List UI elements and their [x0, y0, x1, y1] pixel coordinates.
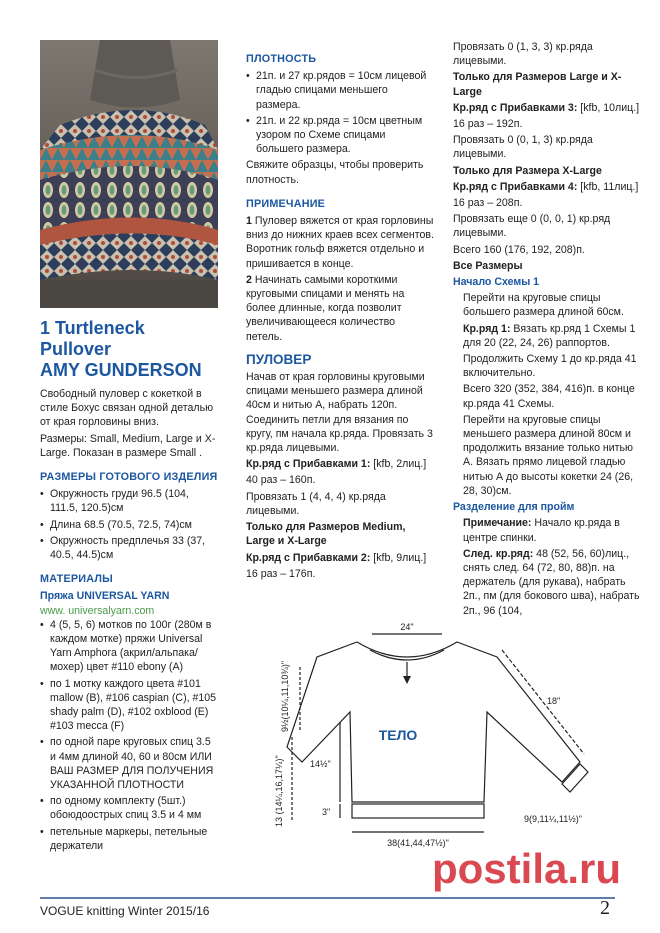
knit-rows-1: Провязать 1 (4, 4, 4) кр.ряда лицевыми.	[246, 490, 386, 517]
sweater-photo	[40, 40, 218, 308]
note-label: Примечание:	[463, 517, 532, 530]
sizes-lx: Только для Размеров Large и X-Large	[453, 71, 622, 98]
increase-round-1	[246, 457, 434, 471]
round-label: Кр.ряд с Прибавками 1:	[246, 458, 371, 471]
column-3	[453, 40, 643, 620]
gauge-note: Свяжите образцы, чтобы проверить плотность.	[246, 159, 424, 186]
pattern-intro: Свободный пуловер с кокеткой в стиле Бохус связан одной деталью от края горловины вниз.	[40, 388, 214, 429]
list-item: • по одному комплекту (5шт.) обоюдоострых спиц 3.5 и 4 мм	[40, 794, 218, 822]
gauge-list	[246, 69, 434, 156]
finished-measurements-heading: РАЗМЕРЫ ГОТОВОГО ИЗДЕЛИЯ	[40, 471, 218, 484]
armhole-label: 13 (14¼,16,17¼)"	[274, 755, 284, 827]
postila-watermark	[432, 838, 632, 898]
increase-round-2	[246, 551, 434, 565]
armhole-note	[453, 516, 643, 544]
round-text: 48 (52, 56, 60)лиц., снять след. 64 (72, 80, 88)п. на держатель (для рукава), набрать 2п., пм (для бокового шва), набрать 2п., 96 (104,	[463, 547, 640, 617]
pullover-heading: ПУЛОВЕР	[246, 351, 312, 367]
round-text: [kfb, 9лиц.]	[370, 551, 427, 564]
side-length-label: 14½"	[310, 759, 331, 769]
increase-count-1: 40 раз – 160п.	[246, 474, 316, 487]
body-outline	[287, 642, 580, 802]
chart-text-1: Перейти на круговые спицы большего размера длиной 60см.	[463, 292, 624, 319]
knit-rows-2: Провязать 0 (1, 3, 3) кр.ряда лицевыми.	[453, 41, 593, 68]
list-item: • Длина 68.5 (70.5, 72.5, 74)см	[40, 518, 218, 532]
round-label: След. кр.ряд:	[463, 547, 534, 560]
sleeve-length-label: 18"	[547, 696, 561, 706]
round-label: Кр.ряд с Прибавками 3:	[453, 101, 578, 114]
all-sizes: Все Размеры	[453, 259, 523, 272]
sizes-mlx: Только для Размеров Medium, Large и X-Large	[246, 521, 406, 548]
page-number: 2	[600, 897, 610, 919]
chart-start-heading: Начало Схемы 1	[453, 276, 540, 289]
increase-count-4: 16 раз – 208п.	[453, 197, 523, 210]
round-label: Кр.ряд с Прибавками 2:	[246, 551, 371, 564]
increase-count-3: 16 раз – 192п.	[453, 118, 523, 131]
column-2	[246, 52, 434, 583]
round-text: [kfb, 10лиц.]	[577, 101, 640, 114]
cuff-width-label: 9(9,11¼,11½)"	[524, 814, 582, 824]
note-2	[246, 273, 434, 344]
yarn-url[interactable]: www. universalyarn.com	[40, 604, 155, 617]
pullover-text: Начав от края горловины круговыми спицами меньшего размера длиной 40см и нитью А, набрать 120п. Соединить петли для вязания по кругу, пм начала кр.ряда. Провязать 3 кр.ряда лицевыми.	[246, 371, 433, 455]
yoke-depth-label: 9½(10¼,11,10¾)"	[280, 660, 290, 732]
materials-heading: МАТЕРИАЛЫ	[40, 573, 113, 586]
continue-text: Продолжить Схему 1 до кр.ряда 41 включительно.	[463, 353, 637, 380]
note-1	[246, 214, 434, 271]
total-stitches-2: Всего 320 (352, 384, 416)п. в конце кр.ряда 41 Схемы.	[463, 383, 635, 410]
sleeve-dimension-line	[502, 650, 584, 754]
body-width-label: 38(41,44,47½)"	[387, 838, 449, 848]
sizes-x: Только для Размера X-Large	[453, 164, 602, 177]
ribbing-label: 3"	[322, 807, 331, 817]
publication-name: VOGUE knitting Winter 2015/16	[40, 904, 210, 918]
gauge-heading: ПЛОТНОСТЬ	[246, 53, 317, 65]
note-text: Начинать самыми короткими круговыми спицами и менять на более длинные, когда позволит увеличивающееся количество петель.	[246, 273, 405, 343]
materials-list	[40, 618, 218, 853]
round-label: Кр.ряд 1:	[463, 322, 511, 335]
list-item: • по 1 мотку каждого цвета #101 mallow (B), #106 caspian (C), #105 shady palm (D), #102 oxblood (E) #103 mecca (F)	[40, 677, 218, 734]
designer-name: AMY GUNDERSON	[40, 360, 202, 380]
round-label: Кр.ряд с Прибавками 4:	[453, 180, 578, 193]
chart-round-1	[453, 322, 643, 350]
note-number: 2	[246, 273, 252, 286]
yarn-heading: Пряжа UNIVERSAL YARN	[40, 590, 170, 603]
next-round	[453, 547, 643, 618]
knit-rows-4: Провязать еще 0 (0, 0, 1) кр.ряд лицевыми.	[453, 213, 611, 240]
body-label: ТЕЛО	[378, 727, 418, 743]
knit-rows-3: Провязать 0 (0, 1, 3) кр.ряда лицевыми.	[453, 134, 593, 161]
round-text: [kfb, 2лиц.]	[370, 458, 427, 471]
note-text: Пуловер вяжется от края горловины вниз до нижних краев всех сегментов. Воротник гольф вяжется отдельно и пришивается в конце.	[246, 215, 434, 270]
increase-round-4	[453, 180, 643, 194]
list-item: • 21п. и 27 кр.рядов = 10см лицевой гладью спицами меньшего размера.	[246, 69, 434, 112]
ribbing-outline	[352, 804, 484, 818]
footer-divider	[40, 897, 615, 899]
armhole-heading: Разделение для пройм	[453, 501, 575, 514]
sizes-line: Размеры: Small, Medium, Large и X-Large. Показан в размере Small .	[40, 432, 216, 459]
list-item: • Окружность предплечья 33 (37, 40.5, 44.5)см	[40, 534, 218, 562]
arrow-down-icon	[403, 676, 411, 684]
switch-text: Перейти на круговые спицы меньшего размера длиной 80см и продолжить вязание только нитью А. Вязать прямо лицевой гладью нитью А до высоты кокетки 24 (26, 28, 30)см.	[463, 413, 634, 497]
round-text: [kfb, 11лиц.]	[577, 180, 639, 193]
note-heading: ПРИМЕЧАНИЕ	[246, 197, 326, 210]
note-number: 1	[246, 215, 252, 228]
list-item: • 21п. и 22 кр.ряда = 10см цветным узором по Схеме спицами большего размера.	[246, 114, 434, 157]
pattern-title: 1 Turtleneck Pullover	[40, 318, 145, 359]
note-text: Начало кр.ряда в центре спинки.	[463, 517, 620, 544]
list-item: • Окружность груди 96.5 (104, 111.5, 120.5)см	[40, 487, 218, 515]
list-item: • 4 (5, 5, 6) мотков по 100г (280м в каждом мотке) пряжи Universal Yarn Amphora (акрил/альпака/мохер) цвет #110 ebony (A)	[40, 618, 218, 675]
column-1	[40, 318, 218, 855]
list-item: • по одной паре круговых спиц 3.5 и 4мм длиной 40, 60 и 80см ИЛИ ВАШ РАЗМЕР ДЛЯ ПОЛУЧЕНИЯ УКАЗАННОЙ ПЛОТНОСТИ	[40, 735, 218, 792]
round-text: Вязать кр.ряд 1 Схемы 1 для 20 (22, 24, 26) раппортов.	[463, 322, 636, 349]
list-item: • петельные маркеры, петельные держатели	[40, 825, 218, 853]
neck-width-label: 24"	[400, 622, 414, 632]
neck-curve	[370, 650, 444, 660]
watermark-text: postila.ru	[432, 845, 622, 892]
finished-measurements-list	[40, 487, 218, 562]
total-stitches: Всего 160 (176, 192, 208)п.	[453, 243, 585, 256]
increase-round-3	[453, 101, 643, 115]
increase-count-2: 16 раз – 176п.	[246, 567, 316, 580]
